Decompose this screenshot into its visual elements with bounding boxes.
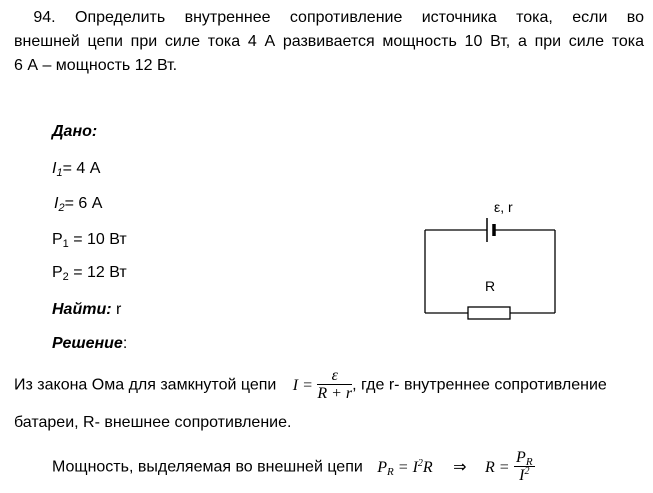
problem-number: 94. xyxy=(33,9,56,26)
ohm-formula-lhs: I = xyxy=(292,376,313,394)
ohm-law-suffix: , где r- внутреннее сопротивление xyxy=(352,376,607,394)
find-title: Найти: xyxy=(52,301,112,318)
battery-icon xyxy=(487,218,494,242)
power-formula-p-sub: R xyxy=(387,465,394,478)
r-formula-denominator xyxy=(514,467,535,485)
given-i1-sub: 1 xyxy=(56,167,63,179)
r-formula-den-square: 2 xyxy=(524,466,530,477)
r-formula-den-i: I xyxy=(519,467,525,484)
ohm-formula-fraction xyxy=(317,368,352,403)
ohm-law-prefix: Из закона Ома для замкнутой цепи xyxy=(14,376,277,394)
problem-line-2: внешней цепи при силе тока 4 А развивается мощность 10 Вт, а при силе тока xyxy=(14,33,644,50)
given-p1-var: P xyxy=(52,231,63,248)
given-i2-value: = 6 А xyxy=(64,195,103,212)
resistor-icon xyxy=(468,307,510,319)
power-formula-p: P xyxy=(377,458,388,476)
power-formula-r: R xyxy=(422,458,433,476)
resistor-label: R xyxy=(485,278,496,294)
given-i1 xyxy=(52,160,100,178)
circuit-diagram xyxy=(412,196,562,326)
ohm-formula-denominator: R + r xyxy=(317,385,353,402)
solution-colon: : xyxy=(122,335,128,352)
find-value: r xyxy=(111,301,122,318)
problem-line-3: 6 А – мощность 12 Вт. xyxy=(14,57,178,74)
given-p1-value: = 10 Вт xyxy=(68,231,127,248)
implies-arrow: ⇒ xyxy=(453,458,467,476)
ohm-formula-numerator: ε xyxy=(317,368,352,385)
power-formula-square: 2 xyxy=(417,457,423,469)
find-line xyxy=(52,301,121,319)
r-formula-num-p: P xyxy=(516,449,526,466)
power-formula xyxy=(377,459,432,476)
given-i2-sub: 2 xyxy=(58,202,65,214)
given-i2 xyxy=(54,195,102,213)
problem-line-1 xyxy=(14,6,644,30)
given-p2-var: P xyxy=(52,264,63,281)
power-line xyxy=(52,450,535,485)
given-i1-value: = 4 А xyxy=(62,160,101,177)
problem-statement xyxy=(14,6,644,78)
solution-title-line xyxy=(52,335,127,353)
power-formula-eq: = I xyxy=(393,458,418,476)
solution-title: Решение xyxy=(52,335,123,352)
ohm-law-line xyxy=(14,368,607,403)
given-i1-var: I xyxy=(52,160,57,177)
given-p1-sub: 1 xyxy=(62,238,69,250)
power-prefix: Мощность, выделяемая во внешней цепи xyxy=(52,458,363,476)
r-formula-num-sub: R xyxy=(525,456,533,468)
given-i2-var: I xyxy=(54,195,59,212)
r-formula-lhs: R = xyxy=(485,458,510,476)
given-p2-value: = 12 Вт xyxy=(68,264,127,281)
r-formula-numerator xyxy=(514,450,535,467)
source-label: ε, r xyxy=(494,199,513,215)
given-p1 xyxy=(52,231,127,249)
given-title: Дано: xyxy=(52,123,98,140)
problem-text-1: Определить внутреннее сопротивление источника тока, если во xyxy=(75,9,644,26)
given-p2 xyxy=(52,264,127,282)
given-p2-sub: 2 xyxy=(62,271,69,283)
r-formula-fraction xyxy=(514,450,535,485)
solution-line-2: батареи, R- внешнее сопротивление. xyxy=(14,414,292,431)
